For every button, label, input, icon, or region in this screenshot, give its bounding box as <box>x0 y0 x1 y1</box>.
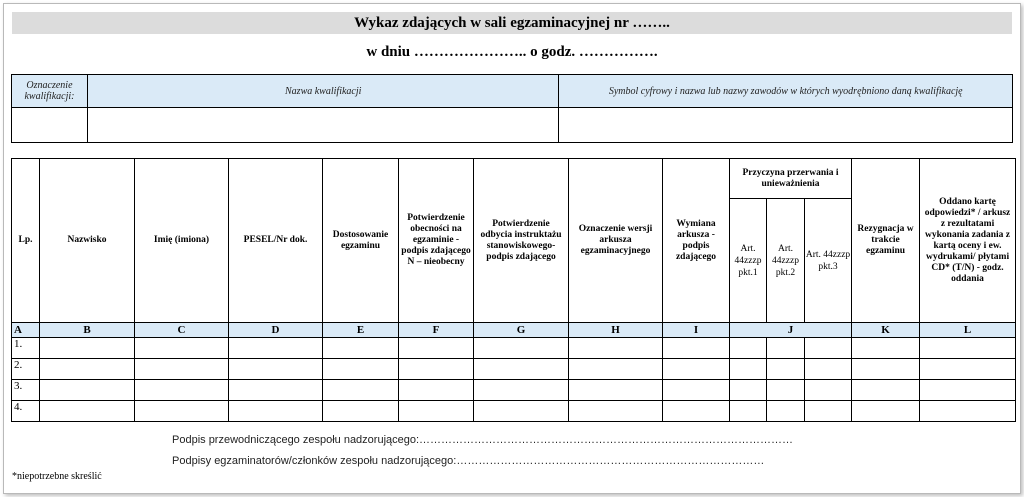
table-cell[interactable] <box>40 338 135 359</box>
table-row <box>12 359 1016 380</box>
header-sheet-version: Oznaczenie wersji arkusza egzaminacyjnego <box>569 159 663 323</box>
table-cell[interactable] <box>399 359 474 380</box>
row-number: 3. <box>12 380 40 401</box>
table-cell[interactable] <box>920 338 1016 359</box>
table-cell[interactable] <box>730 338 767 359</box>
table-cell[interactable] <box>135 401 229 422</box>
column-letter: D <box>229 323 323 338</box>
table-cell[interactable] <box>323 401 399 422</box>
table-cell[interactable] <box>852 338 920 359</box>
header-instruction: Potwierdzenie odbycia instruktażu stanowiskowego- podpis zdającego <box>474 159 569 323</box>
chair-signature-line: Podpis przewodniczącego zespołu nadzorującego:………………………………………………………………………………………… <box>172 434 794 446</box>
table-cell[interactable] <box>663 359 730 380</box>
table-cell[interactable] <box>805 338 852 359</box>
column-letter: E <box>323 323 399 338</box>
table-cell[interactable] <box>569 338 663 359</box>
column-letter: C <box>135 323 229 338</box>
header-art-pkt2: Art. 44zzzp pkt.2 <box>767 199 805 323</box>
table-row <box>12 401 1016 422</box>
table-cell[interactable] <box>663 338 730 359</box>
row-number: 1. <box>12 338 40 359</box>
header-first-name: Imię (imiona) <box>135 159 229 323</box>
column-letter: G <box>474 323 569 338</box>
column-letter: B <box>40 323 135 338</box>
table-cell[interactable] <box>323 338 399 359</box>
table-cell[interactable] <box>569 359 663 380</box>
column-letter: H <box>569 323 663 338</box>
table-cell[interactable] <box>135 338 229 359</box>
column-letter: L <box>920 323 1016 338</box>
table-row <box>12 380 1016 401</box>
header-adjustment: Dostosowanie egzaminu <box>323 159 399 323</box>
table-cell[interactable] <box>229 338 323 359</box>
table-cell[interactable] <box>805 401 852 422</box>
qualification-code-header: Oznaczenie kwalifikacji: <box>12 75 88 108</box>
row-number: 2. <box>12 359 40 380</box>
table-cell[interactable] <box>229 359 323 380</box>
table-cell[interactable] <box>569 380 663 401</box>
qualification-name-header: Nazwa kwalifikacji <box>87 75 558 108</box>
document-title: Wykaz zdających w sali egzaminacyjnej nr …….. <box>12 12 1012 34</box>
profession-symbol-cell[interactable] <box>559 108 1013 143</box>
table-cell[interactable] <box>135 359 229 380</box>
document-subtitle: w dniu ………………….. o godz. ……………. <box>366 44 658 60</box>
table-cell[interactable] <box>805 359 852 380</box>
header-pesel: PESEL/Nr dok. <box>229 159 323 323</box>
table-cell[interactable] <box>40 401 135 422</box>
table-cell[interactable] <box>852 401 920 422</box>
table-cell[interactable] <box>40 380 135 401</box>
header-art-pkt1: Art. 44zzzp pkt.1 <box>730 199 767 323</box>
table-cell[interactable] <box>40 359 135 380</box>
table-cell[interactable] <box>767 359 805 380</box>
table-cell[interactable] <box>805 380 852 401</box>
table-cell[interactable] <box>399 338 474 359</box>
table-cell[interactable] <box>474 380 569 401</box>
table-cell[interactable] <box>767 380 805 401</box>
table-row <box>12 338 1016 359</box>
table-cell[interactable] <box>767 338 805 359</box>
qualification-table <box>11 74 1013 143</box>
candidates-table <box>11 158 1016 422</box>
table-cell[interactable] <box>229 401 323 422</box>
header-interruption-reason: Przyczyna przerwania i unieważnienia <box>730 159 852 199</box>
footnote: *niepotrzebne skreślić <box>12 471 102 482</box>
header-sheet-exchange: Wymiana arkusza - podpis zdającego <box>663 159 730 323</box>
table-cell[interactable] <box>474 338 569 359</box>
header-attendance: Potwierdzenie obecności na egzaminie - podpis zdającego N – nieobecny <box>399 159 474 323</box>
table-cell[interactable] <box>852 380 920 401</box>
qualification-name-cell[interactable] <box>87 108 558 143</box>
table-cell[interactable] <box>474 359 569 380</box>
header-resignation: Rezygnacja w trakcie egzaminu <box>852 159 920 323</box>
table-cell[interactable] <box>474 401 569 422</box>
table-cell[interactable] <box>730 380 767 401</box>
table-cell[interactable] <box>730 359 767 380</box>
table-cell[interactable] <box>663 380 730 401</box>
row-number: 4. <box>12 401 40 422</box>
profession-symbol-header: Symbol cyfrowy i nazwa lub nazwy zawodów w których wyodrębniono daną kwalifikację <box>559 75 1013 108</box>
table-cell[interactable] <box>920 380 1016 401</box>
column-letter: K <box>852 323 920 338</box>
column-letter: J <box>730 323 852 338</box>
column-letter: I <box>663 323 730 338</box>
table-cell[interactable] <box>852 359 920 380</box>
table-cell[interactable] <box>229 380 323 401</box>
table-cell[interactable] <box>399 401 474 422</box>
table-cell[interactable] <box>730 401 767 422</box>
table-cell[interactable] <box>569 401 663 422</box>
qualification-code-cell[interactable] <box>12 108 88 143</box>
column-letter: F <box>399 323 474 338</box>
column-letter: A <box>12 323 40 338</box>
header-lp: Lp. <box>12 159 40 323</box>
table-cell[interactable] <box>323 380 399 401</box>
members-signature-line: Podpisy egzaminatorów/członków zespołu nadzorującego:………………………………………………………………………… <box>172 455 765 467</box>
header-submitted: Oddano kartę odpowiedzi* / arkusz z rezultatami wykonania zadania z kartą oceny i ew. wydrukami/ płytami CD* (T/N) - godz. oddania <box>920 159 1016 323</box>
table-cell[interactable] <box>767 401 805 422</box>
table-cell[interactable] <box>663 401 730 422</box>
table-cell[interactable] <box>920 359 1016 380</box>
table-cell[interactable] <box>323 359 399 380</box>
header-surname: Nazwisko <box>40 159 135 323</box>
table-cell[interactable] <box>920 401 1016 422</box>
column-letters-row <box>12 323 1016 338</box>
table-cell[interactable] <box>399 380 474 401</box>
header-art-pkt3: Art. 44zzzp pkt.3 <box>805 199 852 323</box>
table-cell[interactable] <box>135 380 229 401</box>
